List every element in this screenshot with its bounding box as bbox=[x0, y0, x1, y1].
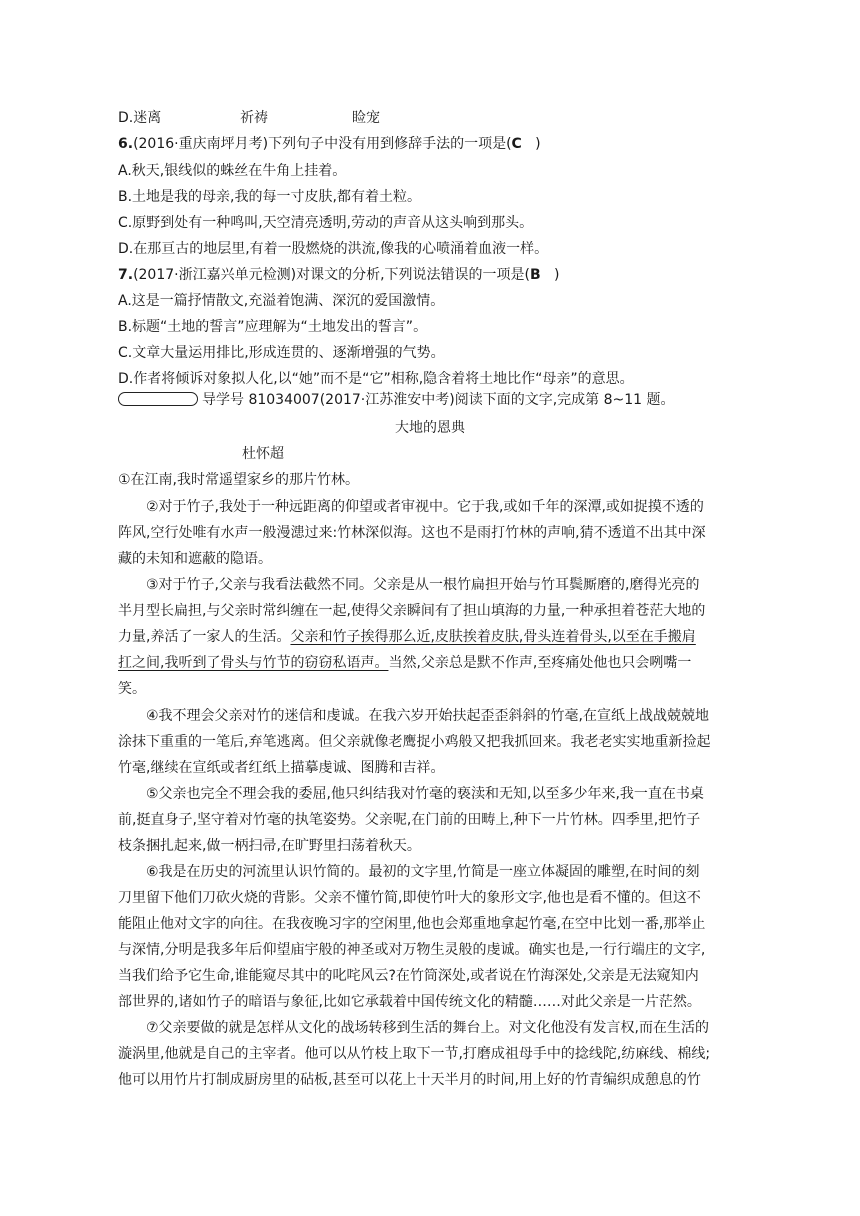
paragraph-line: 部世界的,诸如竹子的暗语与象征,比如它承载着中国传统文化的精髓……对此父亲是一片茫然。 bbox=[118, 994, 701, 1010]
question-number: 7. bbox=[118, 267, 134, 283]
question-7-stem bbox=[118, 265, 559, 285]
blank-pill-marker bbox=[118, 392, 198, 406]
question-7-option-b: B.标题“土地的誓言”应理解为“土地发出的誓言”。 bbox=[118, 319, 428, 335]
question-6-option-d: D.在那亘古的地层里,有着一股燃烧的洪流,像我的心喷涌着血液一样。 bbox=[118, 241, 549, 257]
paragraph-line: 笑。 bbox=[118, 681, 146, 697]
question-close-paren: ) bbox=[554, 267, 560, 283]
paragraph-line: 前,挺直身子,坚守着对竹毫的执笔姿势。父亲呢,在门前的田畴上,种下一片竹林。四季里,把竹子 bbox=[118, 812, 701, 828]
paragraph-line: 半月型长扁担,与父亲时常纠缠在一起,使得父亲瞬间有了担山填海的力量,一种承担着苍茫大地的 bbox=[118, 603, 706, 619]
paragraph-line: 他可以用竹片打制成厨房里的砧板,甚至可以花上十天半月的时间,用上好的竹青编织成憩息的竹 bbox=[118, 1072, 701, 1088]
q5-option-d-word3: 睑宠 bbox=[352, 110, 380, 126]
answer-letter: C bbox=[511, 136, 522, 152]
paragraph-line: ①在江南,我时常遥望家乡的那片竹林。 bbox=[118, 472, 359, 488]
paragraph-line: ②对于竹子,我处于一种远距离的仰望或者审视中。它于我,或如千年的深潭,或如捉摸不透的 bbox=[146, 499, 704, 515]
paragraph-line: ⑦父亲要做的就是怎样从文化的战场转移到生活的舞台上。对文化他没有发言权,而在生活的 bbox=[146, 1020, 709, 1036]
underlined-sentence: 父亲和竹子挨得那么近,皮肤挨着皮肤,骨头连着骨头,以至在手搬肩 bbox=[290, 629, 696, 645]
article-author: 杜怀超 bbox=[242, 446, 284, 462]
question-6-option-c: C.原野到处有一种鸣叫,天空清亮透明,劳动的声音从这头响到那头。 bbox=[118, 215, 534, 231]
paragraph-line: 枝条捆扎起来,做一柄扫帚,在旷野里扫荡着秋天。 bbox=[118, 838, 421, 854]
paragraph-line bbox=[118, 653, 691, 673]
paragraph-line: 能阻止他对文字的向往。在我夜晚习字的空闲里,他也会郑重地拿起竹毫,在空中比划一番,那举止 bbox=[118, 916, 706, 932]
paragraph-line: ⑥我是在历史的河流里认识竹简的。最初的文字里,竹简是一座立体凝固的雕塑,在时间的刻 bbox=[146, 864, 700, 880]
paragraph-line: 阵风,空行处唯有水声一般漫漶过来:竹林深似海。这也不是雨打竹林的声响,猜不透道不出其中深 bbox=[118, 525, 706, 541]
q5-option-d-word2: 祈祷 bbox=[240, 110, 268, 126]
paragraph-line bbox=[118, 627, 696, 647]
question-6-option-a: A.秋天,银线似的蛛丝在牛角上挂着。 bbox=[118, 163, 347, 179]
text-segment: 力量,养活了一家人的生活。 bbox=[118, 629, 291, 645]
article-title: 大地的恩典 bbox=[395, 420, 465, 436]
question-number: 6. bbox=[118, 136, 134, 152]
paragraph-line: ③对于竹子,父亲与我看法截然不同。父亲是从一根竹扁担开始与竹耳鬓厮磨的,磨得光亮的 bbox=[146, 577, 700, 593]
question-close-paren: ) bbox=[535, 136, 541, 152]
question-6-stem bbox=[118, 134, 541, 154]
paragraph-line: 藏的未知和遮蔽的隐语。 bbox=[118, 551, 272, 567]
paragraph-line: 刀里留下他们刀砍火烧的背影。父亲不懂竹简,即使竹叶大的象形文字,他也是看不懂的。但这不 bbox=[118, 890, 701, 906]
question-7-option-c: C.文章大量运用排比,形成连贯的、逐渐增强的气势。 bbox=[118, 345, 445, 361]
paragraph-line: ⑤父亲也完全不理会我的委屈,他只纠结我对竹毫的亵渎和无知,以至多少年来,我一直在书桌 bbox=[146, 786, 704, 802]
q5-option-d-label: D.迷离 bbox=[118, 110, 162, 126]
text-segment: 当然,父亲总是默不作声,至疼痛处他也只会咧嘴一 bbox=[388, 655, 692, 671]
paragraph-line: 竹毫,继续在宣纸或者红纸上描摹虔诚、图腾和吉祥。 bbox=[118, 760, 445, 776]
question-7-option-a: A.这是一篇抒情散文,充溢着饱满、深沉的爱国激情。 bbox=[118, 293, 445, 309]
answer-letter: B bbox=[529, 267, 541, 283]
paragraph-line: 漩涡里,他就是自己的主宰者。他可以从竹枝上取下一节,打磨成祖母手中的捻线陀,纺麻线、棉线; bbox=[118, 1046, 711, 1062]
underlined-sentence: 扛之间,我听到了骨头与竹节的窃窃私语声。 bbox=[118, 655, 389, 671]
paragraph-line: ④我不理会父亲对竹的迷信和虔诚。在我六岁开始扶起歪歪斜斜的竹毫,在宣纸上战战兢兢地 bbox=[146, 708, 709, 724]
paragraph-line: 当我们给予它生命,谁能窥尽其中的叱咤风云?在竹筒深处,或者说在竹海深处,父亲是无法窥知内 bbox=[118, 968, 699, 984]
reading-intro: 导学号 81034007(2017·江苏淮安中考)阅读下面的文字,完成第 8~11 题。 bbox=[202, 392, 675, 408]
question-6-option-b: B.土地是我的母亲,我的每一寸皮肤,都有着土粒。 bbox=[118, 189, 421, 205]
question-text: (2017·浙江嘉兴单元检测)对课文的分析,下列说法错误的一项是( bbox=[133, 267, 530, 283]
q5-option-d bbox=[118, 108, 161, 128]
paragraph-line: 涂抹下重重的一笔后,弃笔逃离。但父亲就像老鹰捉小鸡般又把我抓回来。我老老实实地重新捡起 bbox=[118, 734, 711, 750]
paragraph-line: 与深情,分明是我多年后仰望庙宇般的神圣或对万物生灵般的虔诚。确实也是,一行行端庄的文字, bbox=[118, 942, 706, 958]
question-text: (2016·重庆南坪月考)下列句子中没有用到修辞手法的一项是( bbox=[133, 136, 512, 152]
question-7-option-d: D.作者将倾诉对象拟人化,以“她”而不是“它”相称,隐含着将土地比作“母亲”的意思。 bbox=[118, 371, 634, 387]
